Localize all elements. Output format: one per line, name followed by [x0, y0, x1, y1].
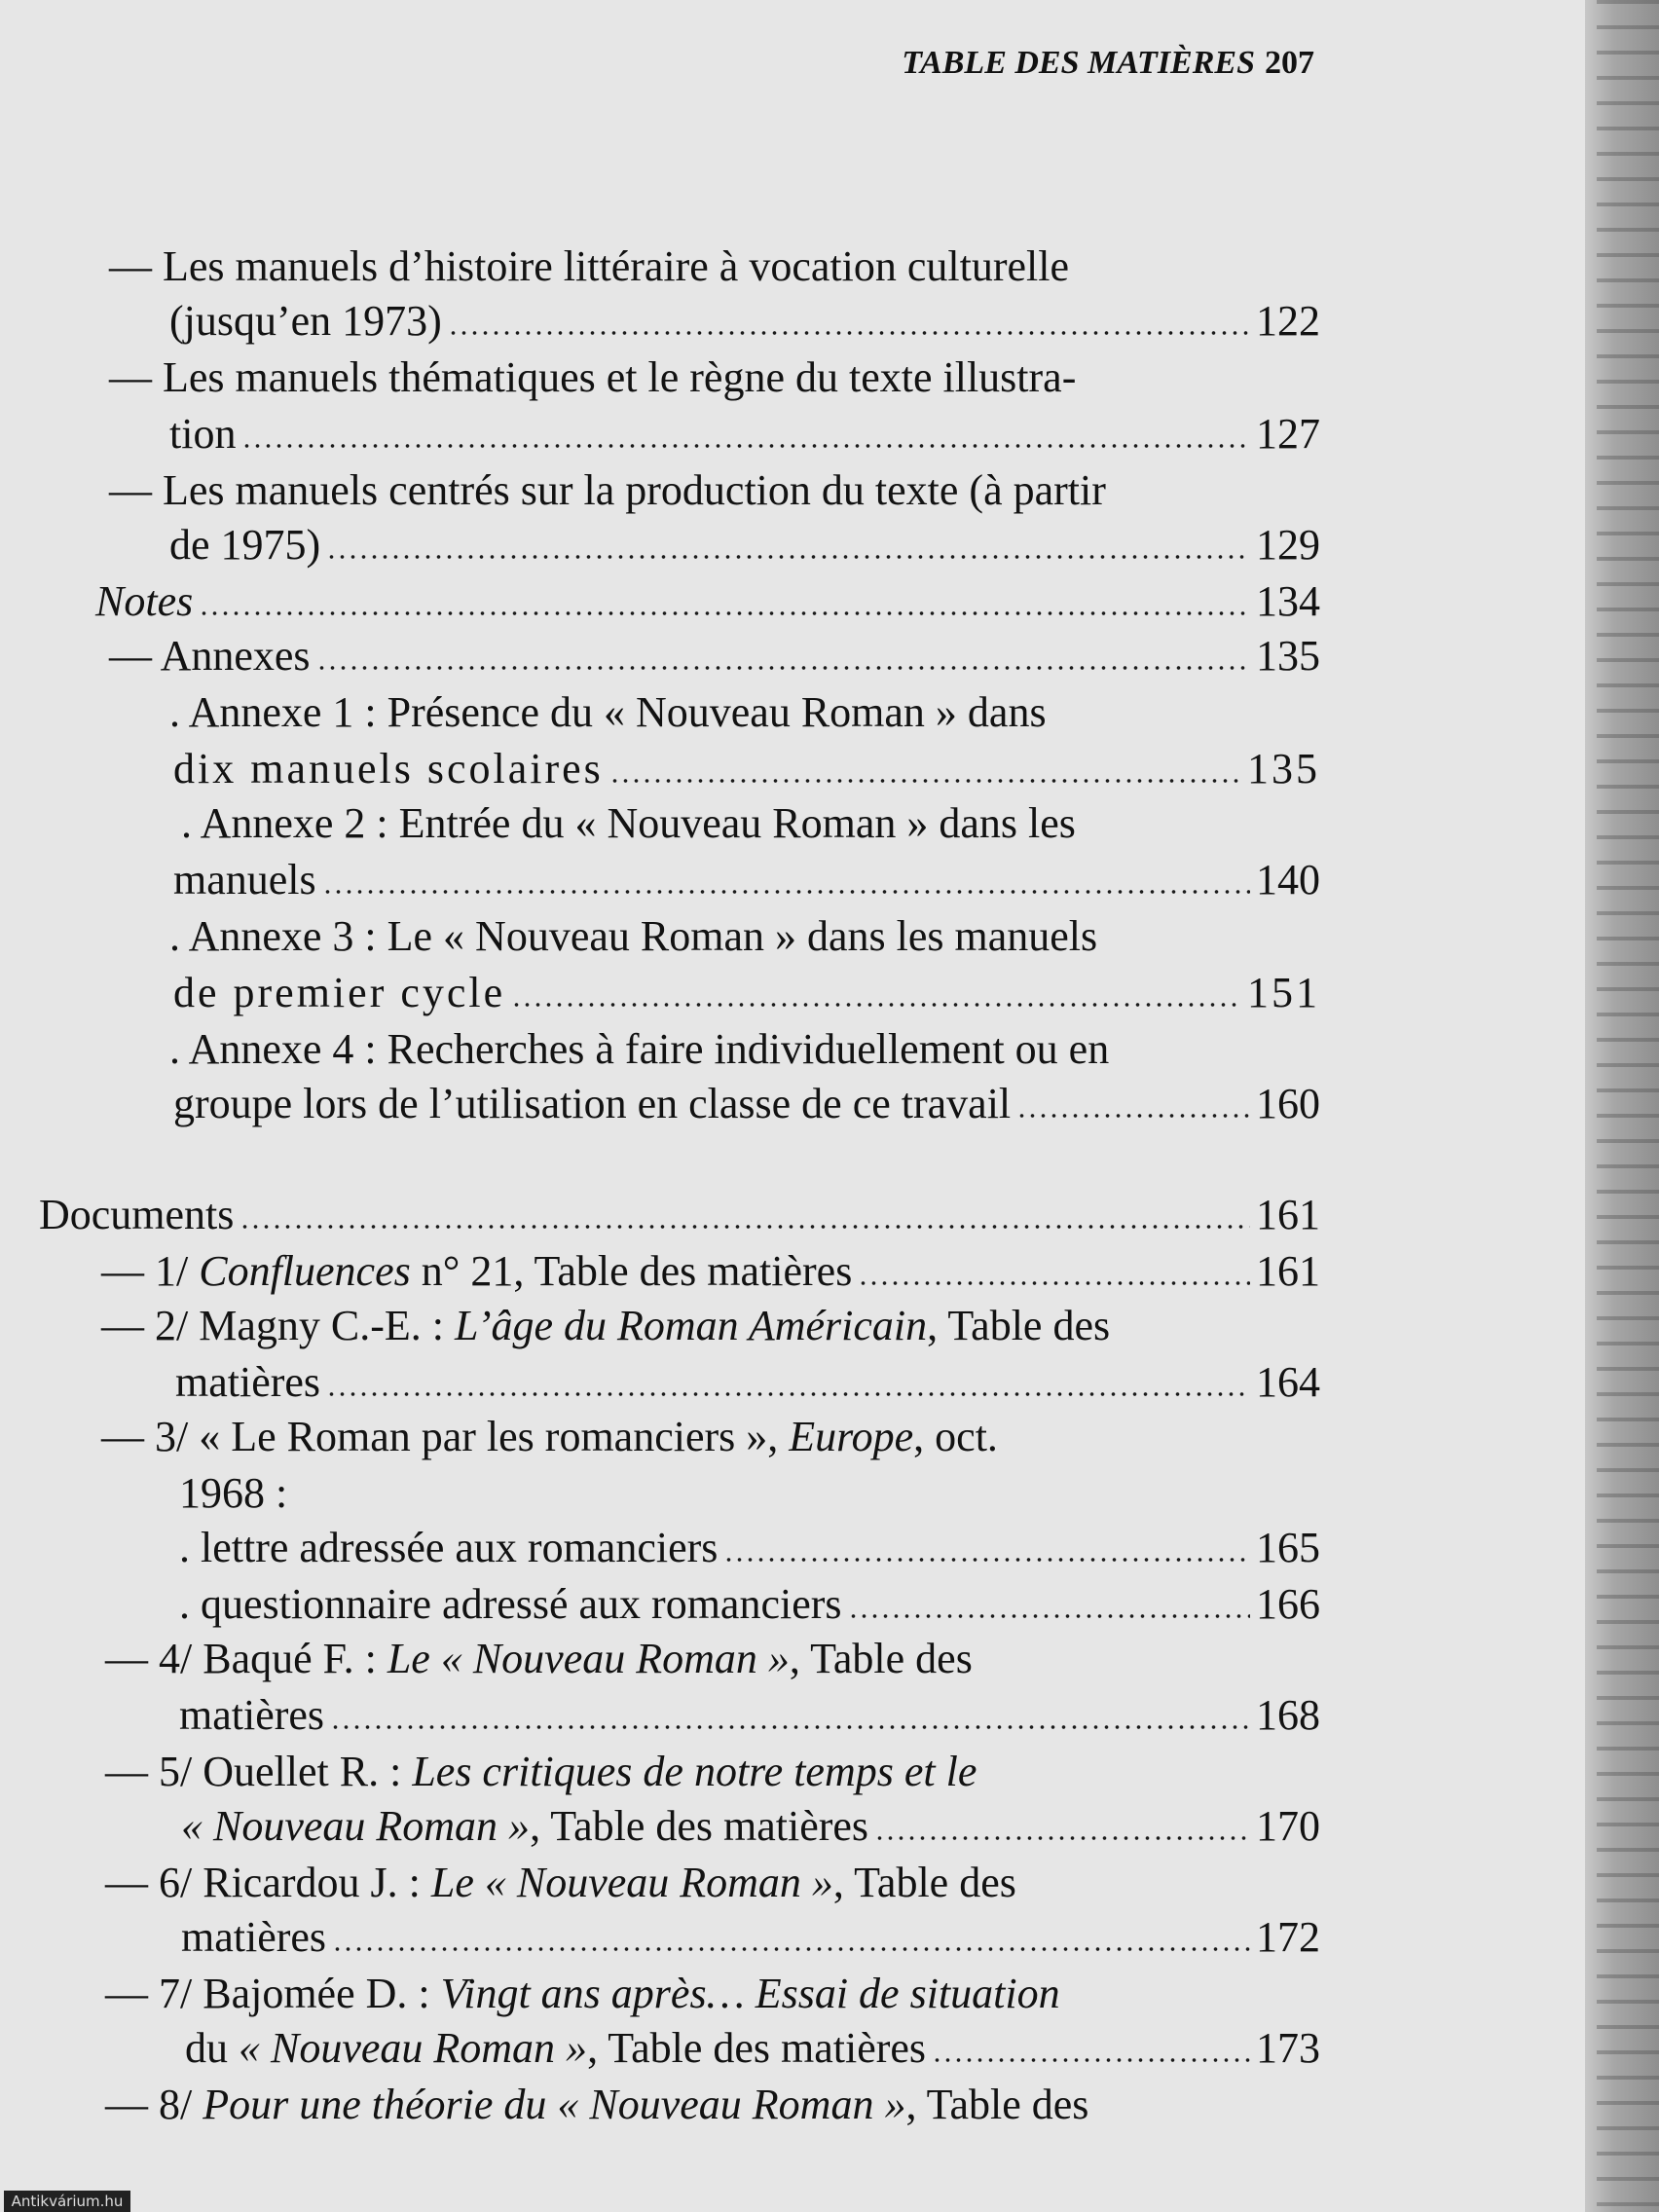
toc-entry — [173, 1077, 1320, 1131]
toc-entry-text: . Annexe 4 : Recherches à faire individuellement ou en — [169, 1025, 1110, 1073]
toc-page-number: 160 — [1256, 1080, 1320, 1127]
dot-leader — [326, 1355, 1250, 1410]
toc-entry — [173, 853, 1320, 907]
running-header — [876, 45, 1314, 82]
toc-entry-text: 1968 : — [179, 1469, 288, 1517]
header-title: TABLE DES MATIÈRES — [902, 45, 1255, 81]
dot-leader — [1016, 1077, 1250, 1131]
entry-prefix: — 7/ Bajomée D. : — [105, 1970, 441, 2017]
toc-entry-title: Notes — [95, 577, 194, 625]
toc-entry-title: Documents — [39, 1191, 235, 1238]
toc-entry — [173, 966, 1320, 1020]
entry-prefix: — 3/ « Le Roman par les romanciers », — [101, 1413, 790, 1460]
toc-page-number: 168 — [1256, 1691, 1320, 1739]
toc-page-number: 122 — [1256, 297, 1320, 345]
toc-entry-title: . questionnaire adressé aux romanciers — [179, 1580, 842, 1628]
toc-entry — [179, 1521, 1320, 1575]
entry-italic-title: Vingt ans après… Essai de situation — [440, 1970, 1060, 2017]
dot-leader — [848, 1577, 1250, 1632]
toc-page-number: 134 — [1256, 577, 1320, 625]
entry-suffix: , oct. — [913, 1413, 998, 1460]
toc-entry — [185, 2021, 1320, 2076]
entry-italic-title: Confluences — [199, 1247, 411, 1295]
toc-entry-text: . Annexe 2 : Entrée du « Nouveau Roman » dans les — [181, 799, 1076, 847]
entry-prefix: — 1/ — [101, 1247, 200, 1295]
entry-prefix: — 6/ Ricardou J. : — [105, 1859, 431, 1906]
dot-leader — [511, 966, 1241, 1020]
dot-leader — [448, 294, 1250, 349]
toc-page-number: 166 — [1256, 1580, 1320, 1628]
toc-page-number: 161 — [1256, 1191, 1320, 1238]
toc-page-number: 135 — [1256, 632, 1320, 680]
toc-entry-title: matières — [175, 1358, 321, 1406]
toc-entry-title: (jusqu’en 1973) — [169, 297, 442, 345]
dot-leader — [332, 1910, 1250, 1965]
toc-entry — [181, 1799, 1320, 1854]
toc-entry — [173, 742, 1320, 796]
toc-entry-text: — Les manuels d’histoire littéraire à vocation culturelle — [109, 242, 1069, 290]
dot-leader — [723, 1521, 1250, 1575]
toc-entry-title — [185, 2021, 926, 2076]
entry-suffix: , Table des — [789, 1635, 973, 1682]
entry-prefix: du — [185, 2024, 239, 2072]
toc-entry-text — [105, 1967, 1425, 2021]
toc-entry-title — [101, 1244, 852, 1299]
toc-entry-title: matières — [181, 1913, 327, 1961]
toc-entry — [95, 574, 1320, 629]
entry-italic-title: Europe — [789, 1413, 914, 1460]
entry-suffix: , Table des — [905, 2081, 1089, 2128]
toc-entry — [169, 518, 1320, 572]
entry-suffix: , Table des — [927, 1302, 1111, 1349]
entry-italic-title: Pour une théorie du « Nouveau Roman » — [203, 2081, 906, 2128]
entry-suffix: , Table des matières — [530, 1802, 869, 1850]
toc-entry-title — [181, 1799, 868, 1854]
toc-entry-text: — Les manuels thématiques et le règne du texte illustra- — [109, 353, 1077, 401]
toc-entry — [101, 1244, 1320, 1299]
entry-suffix: n° 21, Table des matières — [410, 1247, 853, 1295]
toc-entry-text — [105, 1856, 1425, 1910]
dot-leader — [322, 853, 1250, 907]
toc-section-documents — [39, 1188, 1320, 1242]
toc-page-number: 164 — [1256, 1358, 1320, 1406]
toc-entry — [109, 629, 1320, 683]
toc-page-number: 140 — [1256, 856, 1320, 903]
entry-italic-title: L’âge du Roman Américain — [454, 1302, 928, 1349]
toc-page-number: 161 — [1256, 1247, 1320, 1295]
toc-entry-text: . Annexe 3 : Le « Nouveau Roman » dans les manuels — [169, 912, 1098, 960]
toc-page-number: 151 — [1247, 969, 1320, 1016]
dot-leader — [330, 1688, 1250, 1743]
toc-entry-title: manuels — [173, 856, 316, 903]
toc-entry-text — [101, 1410, 1421, 1464]
toc-page-number: 135 — [1247, 745, 1320, 793]
entry-italic-title: Les critiques de notre temps et le — [412, 1748, 977, 1795]
toc-entry-text: — Les manuels centrés sur la production du texte (à partir — [109, 466, 1106, 514]
header-page-number: 207 — [1265, 45, 1314, 81]
toc-entry — [175, 1355, 1320, 1410]
dot-leader — [609, 742, 1241, 796]
toc-page-number: 165 — [1256, 1524, 1320, 1571]
toc-entry-text — [105, 2078, 1425, 2132]
entry-italic-title: Le « Nouveau Roman » — [430, 1859, 833, 1906]
entry-suffix: , Table des — [832, 1859, 1016, 1906]
toc-entry-text — [105, 1745, 1425, 1799]
toc-entry — [169, 294, 1320, 349]
entry-italic-title: « Nouveau Roman » — [181, 1802, 531, 1850]
toc-entry-title: dix manuels scolaires — [173, 745, 604, 793]
toc-entry-title: de 1975) — [169, 521, 321, 569]
toc-entry-title: — Annexes — [109, 632, 311, 680]
toc-entry-text — [101, 1299, 1421, 1353]
dot-leader — [932, 2021, 1250, 2076]
entry-prefix: — 5/ Ouellet R. : — [105, 1748, 413, 1795]
entry-prefix: — 2/ Magny C.-E. : — [101, 1302, 455, 1349]
dot-leader — [199, 574, 1250, 629]
toc-entry — [179, 1577, 1320, 1632]
dot-leader — [874, 1799, 1250, 1854]
page-stack-texture — [1597, 0, 1659, 2212]
toc-entry-title: de premier cycle — [173, 969, 506, 1016]
toc-entry-text — [105, 1632, 1425, 1686]
toc-entry-text: . Annexe 1 : Présence du « Nouveau Roman » dans — [169, 688, 1047, 736]
toc-page-number: 170 — [1256, 1802, 1320, 1850]
dot-leader — [326, 518, 1250, 572]
toc-entry — [181, 1910, 1320, 1965]
dot-leader — [858, 1244, 1250, 1299]
toc-entry — [179, 1688, 1320, 1743]
toc-entry-title: . lettre adressée aux romanciers — [179, 1524, 719, 1571]
watermark-logo: Antikvárium.hu — [4, 2191, 130, 2212]
toc-entry — [169, 407, 1320, 461]
toc-entry-title: groupe lors de l’utilisation en classe de ce travail — [173, 1080, 1012, 1127]
entry-italic-title: Le « Nouveau Roman » — [387, 1635, 790, 1682]
dot-leader — [316, 629, 1250, 683]
entry-suffix: , Table des matières — [587, 2024, 927, 2072]
entry-prefix: — 8/ — [105, 2081, 203, 2128]
toc-entry-title: tion — [169, 410, 237, 458]
toc-page-number: 173 — [1256, 2024, 1320, 2072]
dot-leader — [240, 1188, 1250, 1242]
dot-leader — [241, 407, 1250, 461]
entry-prefix: — 4/ Baqué F. : — [105, 1635, 387, 1682]
toc-page-number: 172 — [1256, 1913, 1320, 1961]
toc-entry-title: matières — [179, 1691, 325, 1739]
entry-italic-title: « Nouveau Roman » — [239, 2024, 588, 2072]
toc-page-number: 129 — [1256, 521, 1320, 569]
toc-page-number: 127 — [1256, 410, 1320, 458]
